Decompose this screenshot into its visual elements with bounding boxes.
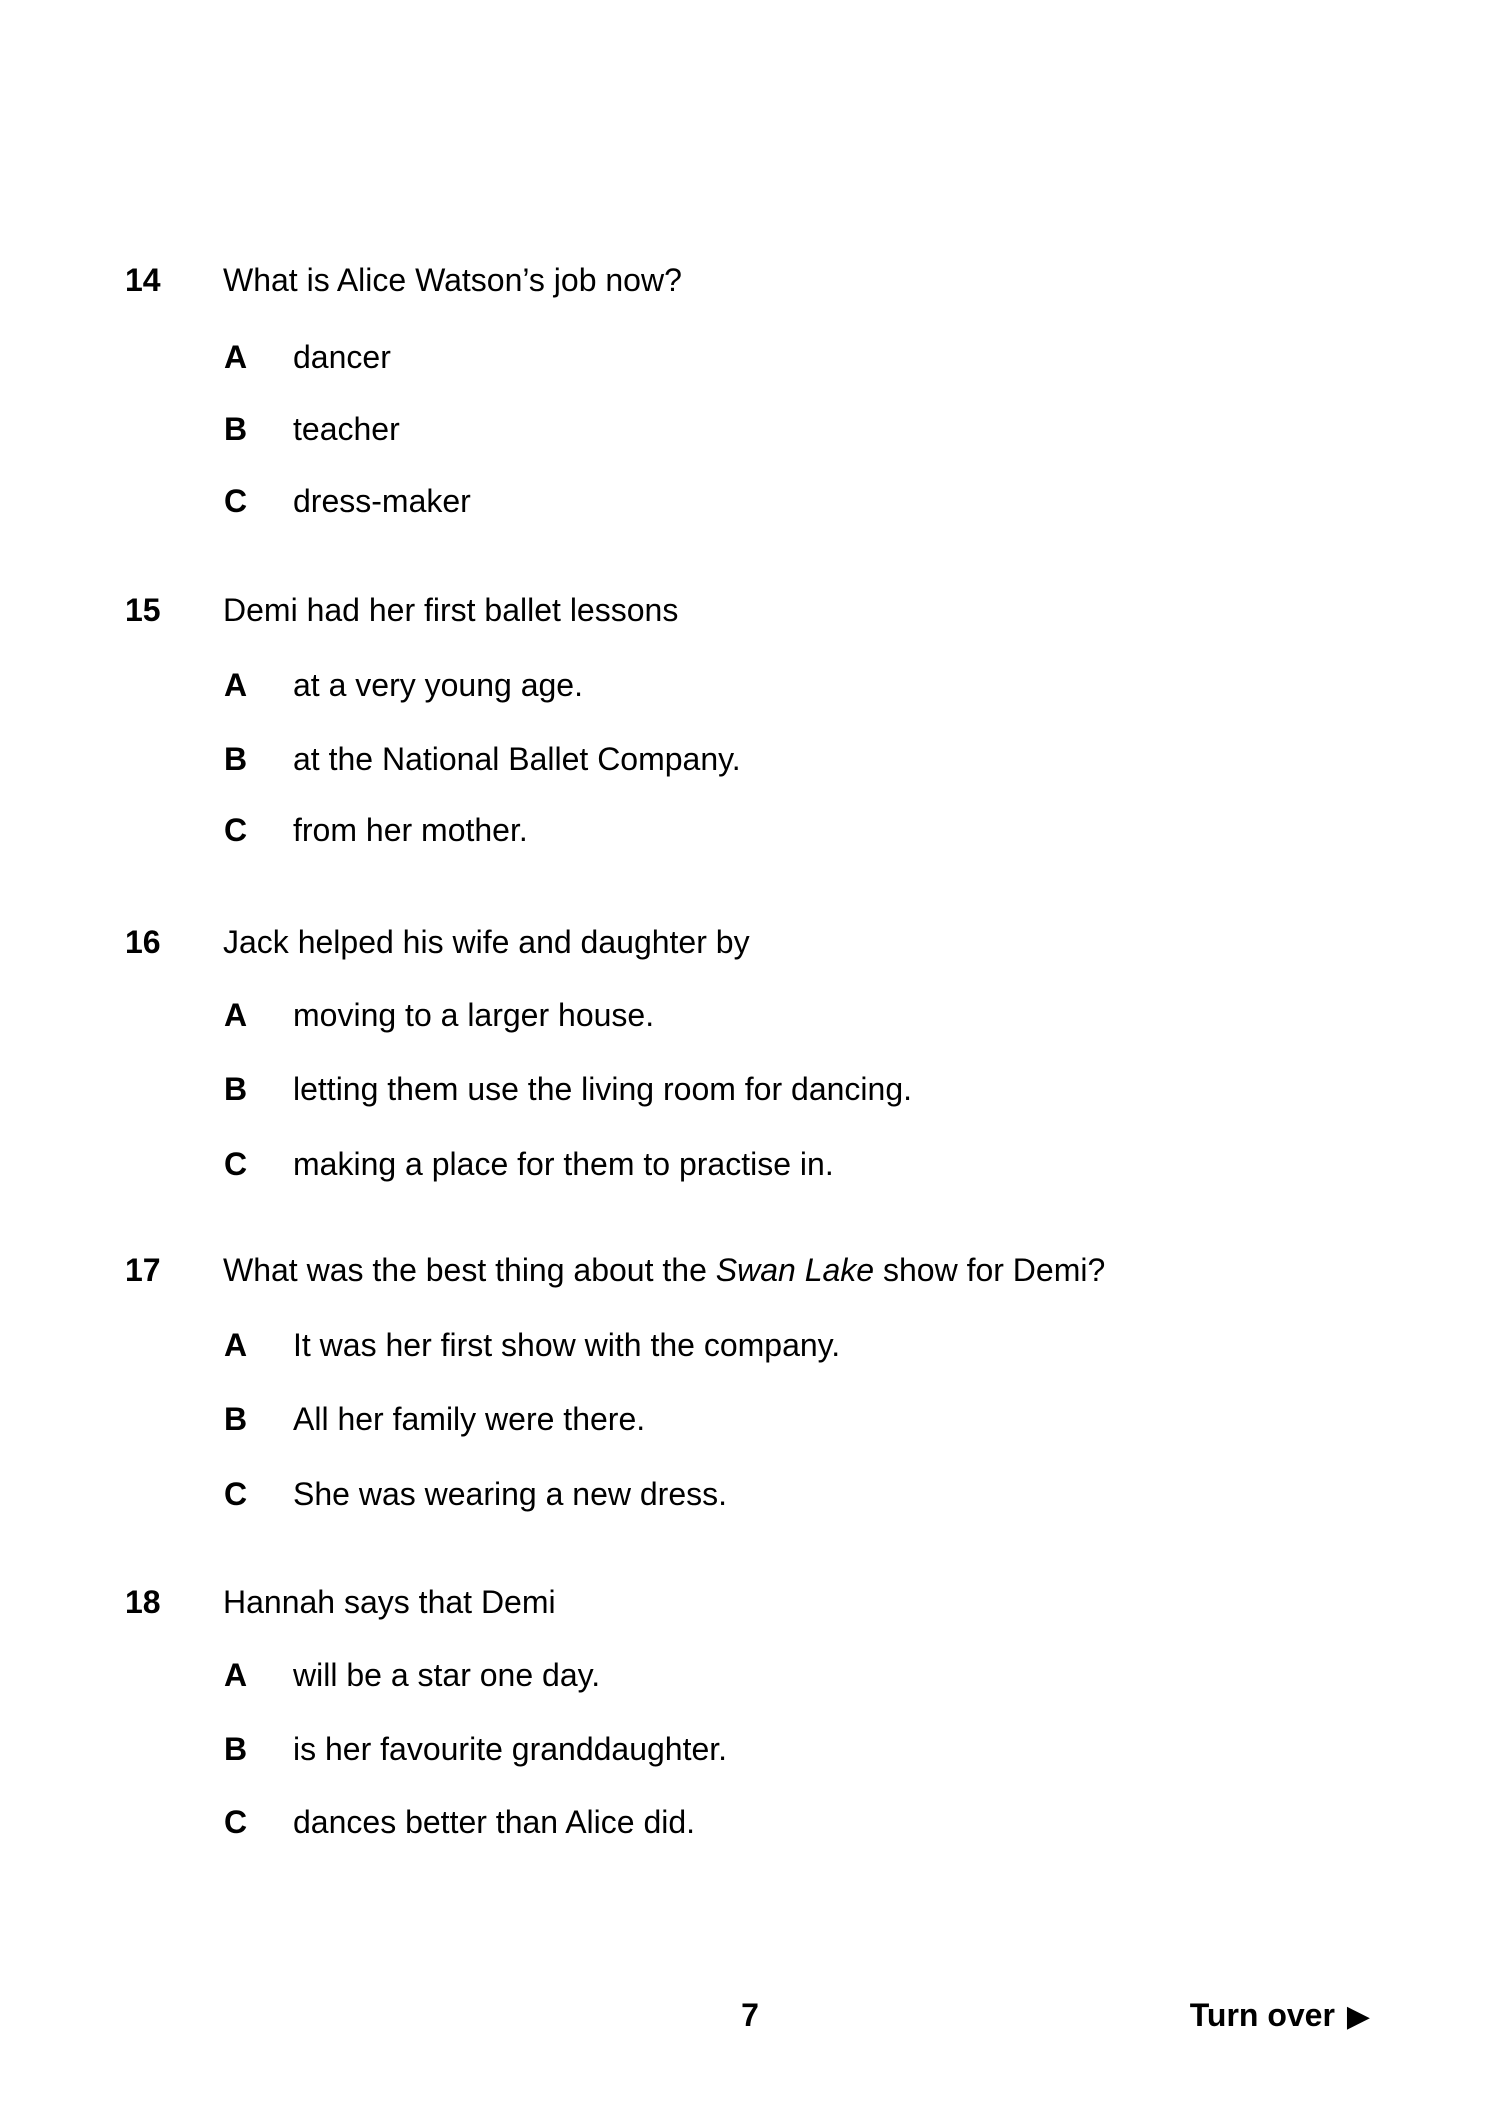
option-letter: C: [224, 483, 248, 519]
question-number: 14: [125, 262, 161, 298]
option-text: dancer: [293, 339, 391, 375]
question-18-option-b: [0, 1729, 1500, 1769]
option-text: letting them use the living room for dancing.: [293, 1071, 912, 1107]
question-14-option-b: [0, 409, 1500, 449]
option-text: moving to a larger house.: [293, 997, 655, 1033]
option-letter: C: [224, 1476, 248, 1512]
option-text: She was wearing a new dress.: [293, 1476, 727, 1512]
option-letter: C: [224, 812, 248, 848]
question-16-option-c: [0, 1144, 1500, 1184]
question-text-prefix: What was the best thing about the: [223, 1252, 716, 1288]
question-16-option-b: [0, 1069, 1500, 1109]
question-number: 17: [125, 1252, 161, 1288]
question-15-option-c: [0, 810, 1500, 850]
option-text: dances better than Alice did.: [293, 1804, 696, 1840]
question-16-stem: [0, 922, 1500, 962]
option-letter: B: [224, 411, 248, 447]
question-18-stem: [0, 1582, 1500, 1622]
option-text: from her mother.: [293, 812, 528, 848]
question-text-italic-title: Swan Lake: [715, 1252, 875, 1288]
question-14-stem: [0, 260, 1500, 300]
question-17-stem: [0, 1250, 1500, 1290]
question-17-option-a: [0, 1325, 1500, 1365]
option-letter: A: [224, 339, 248, 375]
question-18-option-c: [0, 1802, 1500, 1842]
turn-over-label: Turn over ▶: [1189, 1997, 1370, 2033]
question-text: Demi had her first ballet lessons: [223, 592, 679, 628]
turn-over-arrow-icon: ▶: [1346, 2000, 1370, 2033]
question-14-option-a: [0, 337, 1500, 377]
question-text-suffix: show for Demi?: [874, 1252, 1106, 1288]
question-number: 18: [125, 1584, 161, 1620]
option-letter: A: [224, 667, 248, 703]
option-text: will be a star one day.: [293, 1657, 601, 1693]
page-footer: [0, 1995, 1500, 2035]
option-letter: B: [224, 1401, 248, 1437]
option-letter: C: [224, 1146, 248, 1182]
question-number: 15: [125, 592, 161, 628]
option-letter: A: [224, 997, 248, 1033]
question-15-option-a: [0, 665, 1500, 705]
option-text: making a place for them to practise in.: [293, 1146, 834, 1182]
question-14-option-c: [0, 481, 1500, 521]
question-number: 16: [125, 924, 161, 960]
question-15-option-b: [0, 739, 1500, 779]
option-text: It was her first show with the company.: [293, 1327, 841, 1363]
option-letter: B: [224, 1071, 248, 1107]
question-16-option-a: [0, 995, 1500, 1035]
option-letter: B: [224, 1731, 248, 1767]
option-text: at the National Ballet Company.: [293, 741, 741, 777]
option-text: at a very young age.: [293, 667, 583, 703]
question-18-option-a: [0, 1655, 1500, 1695]
question-15-stem: [0, 590, 1500, 630]
question-text: Jack helped his wife and daughter by: [223, 924, 750, 960]
question-17-option-c: [0, 1474, 1500, 1514]
page-number: 7: [741, 1997, 759, 2033]
option-letter: C: [224, 1804, 248, 1840]
option-text: All her family were there.: [293, 1401, 646, 1437]
option-text: teacher: [293, 411, 400, 447]
question-17-option-b: [0, 1399, 1500, 1439]
option-letter: A: [224, 1327, 248, 1363]
question-text: [223, 1250, 1105, 1290]
question-text: Hannah says that Demi: [223, 1584, 556, 1620]
option-text: is her favourite granddaughter.: [293, 1731, 728, 1767]
option-text: dress-maker: [293, 483, 471, 519]
question-text: What is Alice Watson’s job now?: [223, 262, 682, 298]
option-letter: A: [224, 1657, 248, 1693]
option-letter: B: [224, 741, 248, 777]
